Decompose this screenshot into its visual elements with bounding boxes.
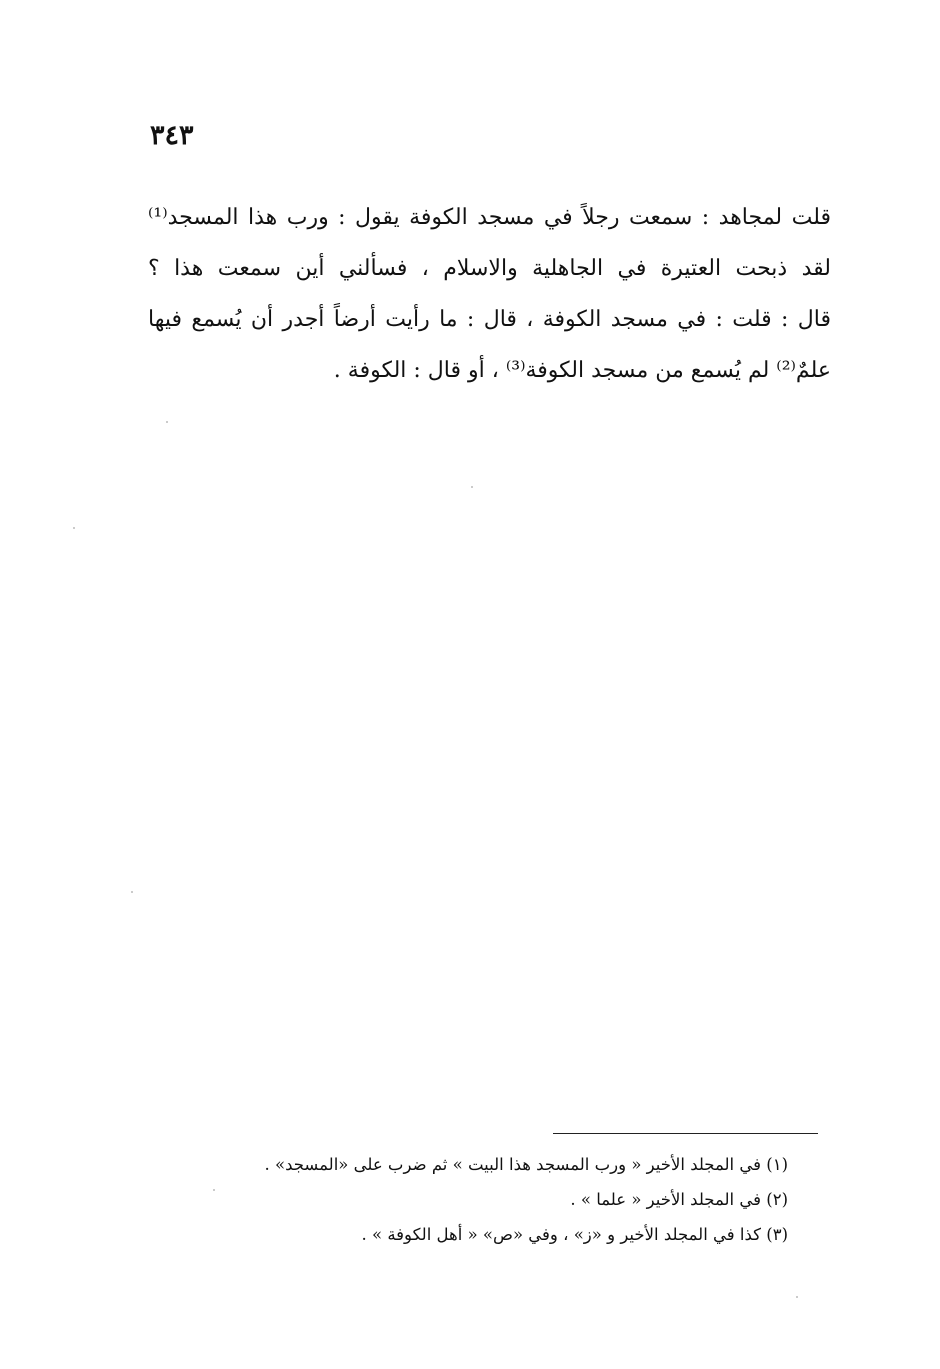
footnotes [200,1147,788,1252]
footnote-separator [553,1133,818,1134]
scan-speck [796,1296,798,1298]
scan-speck [73,527,75,529]
text-line: لقد ذبحت العتيرة في الجاهلية والاسلام ، فسألني أين سمعت هذا ؟ [148,256,831,281]
text-line: قال : قلت : في مسجد الكوفة ، قال : ما رأيت أرضاً أجدر أن يُسمع فيها [148,307,831,332]
text-line: علمٌ⁽²⁾ لم يُسمع من مسجد الكوفة⁽³⁾ ، أو قال : الكوفة . [333,358,831,383]
main-text [148,192,831,396]
scan-speck [471,486,473,488]
footnote: (٣) كذا في المجلد الأخير و «ز» ، وفي «ص» « أهل الكوفة » . [361,1225,788,1244]
page-number: ٣٤٣ [150,120,194,151]
scan-speck [166,421,168,423]
footnote: (٢) في المجلد الأخير « علما » . [570,1190,788,1209]
scan-speck [131,891,133,893]
footnote: (١) في المجلد الأخير « ورب المسجد هذا البيت » ثم ضرب على «المسجد» . [264,1155,788,1174]
text-line: قلت لمجاهد : سمعت رجلاً في مسجد الكوفة يقول : ورب هذا المسجد⁽¹⁾ [148,205,831,230]
scan-speck [213,1189,215,1191]
